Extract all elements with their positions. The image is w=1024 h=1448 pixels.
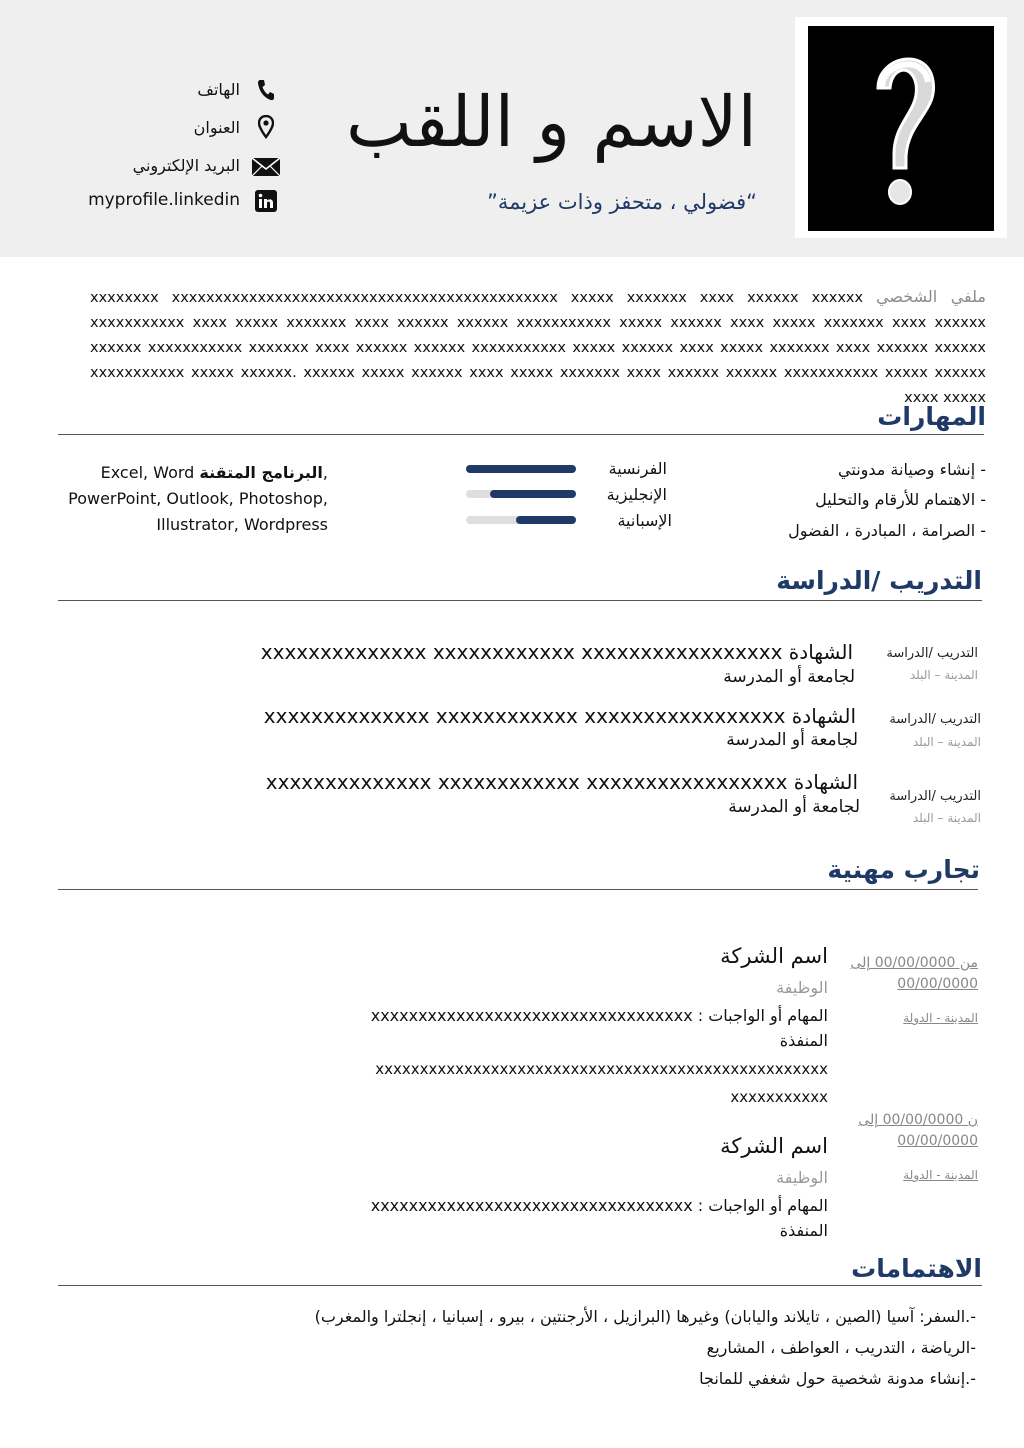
- profile-summary: [90, 284, 986, 411]
- profile-label: ملفي الشخصي: [876, 287, 987, 306]
- language-bar-spanish: [466, 516, 576, 524]
- phone-icon: [250, 76, 282, 104]
- job-duties: المهام أو الواجبات : xxxxxxxxxxxxxxxxxxxxxxxxxxxxxxxxxx: [370, 1006, 828, 1025]
- experience-divider: [58, 889, 978, 890]
- job-duties-cont: المنفذة: [779, 1031, 828, 1050]
- language-level-fill: [516, 516, 577, 524]
- software-line: PowerPoint, Outlook, Photoshop,: [68, 489, 328, 508]
- software-line: Illustrator, Wordpress: [156, 515, 328, 533]
- language-label-spanish: الإسبانية: [617, 511, 672, 530]
- job-place: المدينة - الدولة: [903, 1011, 978, 1025]
- job-duties-cont: المنفذة: [779, 1221, 828, 1240]
- education-side-place: المدينة – البلد: [912, 811, 981, 825]
- software-label: البرنامج المتقنة: [199, 463, 323, 482]
- education-school: لجامعة أو المدرسة: [723, 667, 855, 687]
- location-pin-icon: [250, 113, 282, 141]
- skills-title: المهارات: [877, 402, 986, 431]
- job-date-from: من 00/00/0000 إلى: [850, 955, 978, 971]
- tagline: “فضولي ، متحفز وذات عزيمة”: [486, 190, 757, 214]
- education-divider: [58, 600, 982, 601]
- job-position: الوظيفة: [776, 978, 828, 997]
- language-label-french: الفرنسية: [608, 459, 667, 478]
- education-side-title: التدريب /الدراسة: [889, 789, 981, 804]
- language-bar-french: [466, 465, 576, 473]
- skill-item: - الصرامة ، المبادرة ، الفضول: [788, 521, 986, 540]
- education-side-title: التدريب /الدراسة: [886, 646, 978, 661]
- job-position: الوظيفة: [776, 1168, 828, 1187]
- interests-title: الاهتمامات: [851, 1254, 982, 1283]
- job-place: المدينة - الدولة: [903, 1168, 978, 1182]
- interests-divider: [58, 1285, 982, 1286]
- education-title: التدريب /الدراسة: [776, 566, 982, 595]
- job-company: اسم الشركة: [720, 944, 828, 968]
- language-bar-english: [466, 490, 576, 498]
- skill-item: - إنشاء وصيانة مدونتي: [838, 460, 986, 479]
- job-date-to: 00/00/0000: [897, 976, 978, 992]
- education-degree: الشهادة xxxxxxxxxxxxxx xxxxxxxxxxxx xxxxxxxxxxxxxxxxx: [260, 640, 853, 664]
- education-school: لجامعة أو المدرسة: [726, 730, 858, 750]
- contact-list: [0, 0, 1024, 257]
- job-date-from: ن 00/00/0000 إلى: [858, 1112, 978, 1128]
- skills-divider: [58, 434, 984, 435]
- language-level-fill: [466, 465, 576, 473]
- language-level-fill: [490, 490, 576, 498]
- software-line: Excel, Word البرنامج المتقنة,: [100, 463, 328, 482]
- interest-item: -.السفر: آسيا (الصين ، تايلاند واليابان) وغيرها (البرازيل ، الأرجنتين ، بيرو ، إسبانيا ، إنجلترا والمغرب): [314, 1307, 976, 1326]
- job-extra-cont: xxxxxxxxxxx: [730, 1088, 828, 1106]
- education-side-place: المدينة – البلد: [909, 668, 978, 682]
- job-date-to: 00/00/0000: [897, 1133, 978, 1149]
- education-side-title: التدريب /الدراسة: [889, 712, 981, 727]
- phone-label: الهاتف: [197, 80, 240, 99]
- skill-item: - الاهتمام للأرقام والتحليل: [815, 490, 986, 509]
- education-degree: الشهادة xxxxxxxxxxxxxx xxxxxxxxxxxx xxxxxxxxxxxxxxxxx: [263, 704, 856, 728]
- envelope-icon: [250, 153, 282, 181]
- job-duties: المهام أو الواجبات : xxxxxxxxxxxxxxxxxxxxxxxxxxxxxxxxxx: [370, 1196, 828, 1215]
- language-label-english: الإنجليزية: [606, 485, 667, 504]
- experience-title: تجارب مهنية: [827, 855, 980, 884]
- education-degree: الشهادة xxxxxxxxxxxxxx xxxxxxxxxxxx xxxxxxxxxxxxxxxxx: [265, 770, 858, 794]
- email-label: البريد الإلكتروني: [132, 156, 240, 175]
- education-side-place: المدينة – البلد: [912, 735, 981, 749]
- interest-item: -الرياضة ، التدريب ، العواطف ، المشاريع: [706, 1338, 976, 1357]
- profile-body: xxxxxxxx xxxxxxxxxxxxxxxxxxxxxxxxxxxxxxxxxxxxxxxxxxxxx xxxxx xxxxxxx xxxx xxxxxx xxxxxx xxxxxxxxxxx xxxx xxxxx xxxxxxx xxxx xxxxxx xxxxxx xxxxxxxxxxx xxxxx xxxxxx xxxx xxxxx xxxxxxx xxxx xxxxxx xxxxxx xxxxxxxxxxx xxxxxxx xxxx xxxxxx xxxxxx xxxxxxxxxxx xxxxx xxxxxx xxxx xxxxx xxxxxxx xxxx xxxxxx xxxxxx xxxxxxxxxxx xxxxx xxxxxx. xxxxxx xxxxx xxxxxx xxxx xxxxx xxxxxxx xxxx xxxxxx xxxxxx xxxxxxxxxxx xxxxx xxxxxx xxxx xxxxx: [90, 290, 986, 406]
- education-school: لجامعة أو المدرسة: [728, 797, 860, 817]
- full-name: الاسم و اللقب: [345, 81, 757, 163]
- linkedin-icon: [250, 187, 282, 215]
- job-extra: xxxxxxxxxxxxxxxxxxxxxxxxxxxxxxxxxxxxxxxxxxxxxxxxxxx: [375, 1060, 828, 1078]
- job-company: اسم الشركة: [720, 1134, 828, 1158]
- address-label: العنوان: [193, 118, 240, 137]
- interest-item: -.إنشاء مدونة شخصية حول شغفي للمانجا: [699, 1369, 976, 1388]
- linkedin-label: myprofile.linkedin: [88, 190, 240, 210]
- software-skills: [60, 460, 328, 533]
